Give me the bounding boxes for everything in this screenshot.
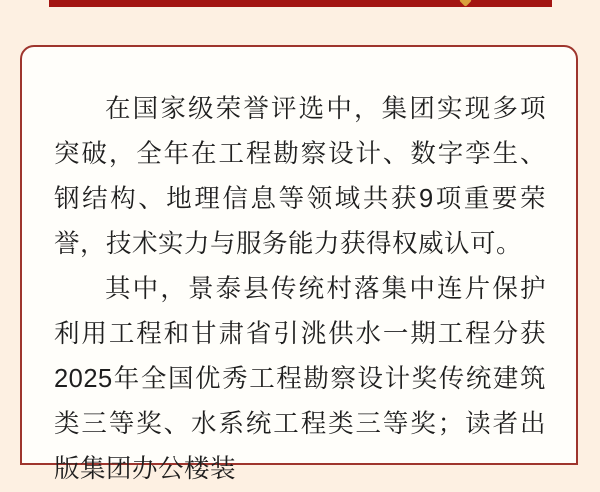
top-banner-bar bbox=[49, 0, 552, 7]
gold-ornament-icon bbox=[459, 0, 472, 7]
article-paragraph-2: 其中，景泰县传统村落集中连片保护利用工程和甘肃省引洮供水一期工程分获2025年全国优秀工程勘察设计奖传统建筑类三等奖、水系统工程类三等奖；读者出版集团办公楼装 bbox=[54, 275, 546, 483]
article-card bbox=[20, 45, 578, 483]
article-paragraph-1: 在国家级荣誉评选中，集团实现多项突破，全年在工程勘察设计、数字孪生、钢结构、地理信息等领域共获9项重要荣誉，技术实力与服务能力获得权威认可。 bbox=[54, 95, 546, 258]
